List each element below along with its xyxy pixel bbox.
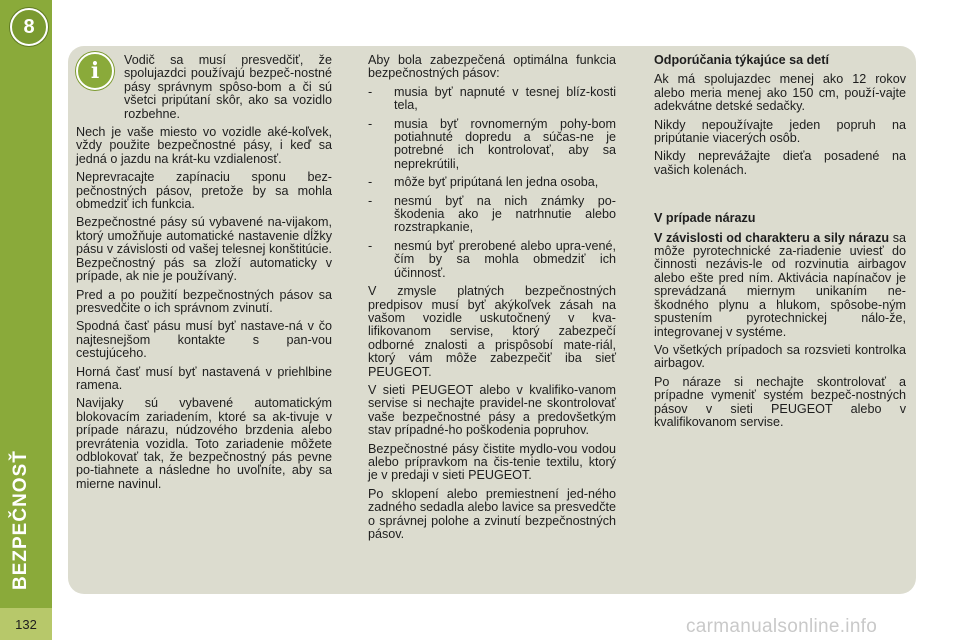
chapter-number: 8 xyxy=(23,15,35,38)
list-item-text: nesmú byť na nich známky po-škodenia ako je natrhnutie alebo rozstrapkanie, xyxy=(394,193,616,235)
paragraph: Vo všetkých prípadoch sa rozsvieti kontrolka airbagov. xyxy=(654,342,906,371)
list-item-text: musia byť napnuté v tesnej blíz-kosti tela, xyxy=(394,84,616,113)
paragraph: Navijaky sú vybavené automatickým blokovacím zariadením, ktoré sa ak-tivuje v prípade nárazu, núdzového brzdenia alebo prevrátenia vozidla. Toto zariadenie môžete odblokovať tak, že bezpečnostný pás pevne po-tiahnete a následne ho uvoľníte, aby sa mierne navinul. xyxy=(76,396,332,491)
column-right xyxy=(654,54,906,434)
page-number: 132 xyxy=(0,608,52,640)
chapter-title: BEZPEČNOSŤ xyxy=(10,450,31,590)
paragraph: Po náraze si nechajte skontrolovať a prípadne vymeniť systém bezpeč-nostných pásov v sieti PEUGEOT alebo v kvalifikovanom servise. xyxy=(654,374,906,429)
bold-lead: V závislosti od charakteru a sily nárazu xyxy=(654,230,890,245)
column-left xyxy=(76,54,332,496)
list-item-text: nesmú byť prerobené alebo upra-vené, čím by sa mohla obmedziť ich účinnosť. xyxy=(394,238,616,280)
paragraph: Ak má spolujazdec menej ako 12 rokov alebo meria menej ako 150 cm, použí-vajte adekvátne detské sedačky. xyxy=(654,72,906,114)
paragraph: Spodná časť pásu musí byť nastave-ná v čo najtesnejšom kontakte s pan-vou cestujúceho. xyxy=(76,319,332,361)
intro-paragraph: Aby bola zabezpečená optimálna funkcia bezpečnostných pásov: xyxy=(368,53,616,81)
section-heading-impact: V prípade nárazu xyxy=(654,211,756,226)
watermark: carmanualsonline.info xyxy=(686,616,878,637)
list-item-text: musia byť rovnomerným pohy-bom potiahnuté dopredu a súčas-ne je potrebné ich kontrolovať, aby sa neprekrútili, xyxy=(394,116,616,171)
list-item: - môže byť pripútaná len jedna osoba, xyxy=(368,176,616,189)
paragraph: Po sklopení alebo premiestnení jed-ného zadného sedadla alebo lavice sa presvedčte o správnej polohe a zvinutí bezpečnostných pásov. xyxy=(368,486,616,541)
list-item: - nesmú byť na nich známky po-škodenia ako je natrhnutie alebo rozstrapkanie, xyxy=(368,193,616,235)
paragraph: Nikdy neprevážajte dieťa posadené na vašich kolenách. xyxy=(654,149,906,177)
paragraph: Nikdy nepoužívajte jeden popruh na pripútanie viacerých osôb. xyxy=(654,117,906,146)
list-item: - musia byť rovnomerným pohy-bom potiahnuté dopredu a súčas-ne je potrebné ich kontrolovať, aby sa neprekrútili, xyxy=(368,116,616,171)
column-middle xyxy=(368,54,616,546)
paragraph: V sieti PEUGEOT alebo v kvalifiko-vanom servise si nechajte pravidel-ne skontrolovať vaše bezpečnostné pásy a predovšetkým stav prípadné-ho poškodenia popruhov. xyxy=(368,382,616,438)
chapter-number-badge xyxy=(10,8,48,46)
paragraph: Neprevracajte zapínaciu sponu bez-pečnostných pásov, pretože by sa mohla obmedziť ich funkcia. xyxy=(76,170,332,212)
info-icon: i xyxy=(76,52,114,90)
section-heading-children: Odporúčania týkajúce sa detí xyxy=(654,53,829,67)
paragraph: Bezpečnostné pásy čistite mydlo-vou vodou alebo prípravkom na čis-tenie textilu, ktorý je v predaji v sieti PEUGEOT. xyxy=(368,441,616,483)
paragraph: Pred a po použití bezpečnostných pásov sa presvedčite o ich správnom zvinutí. xyxy=(76,287,332,315)
paragraph: Nech je vaše miesto vo vozidle aké-koľvek, vždy použite bezpečnostné pásy, i keď sa jedná o jazdu na krát-ku vzdialenosť. xyxy=(76,125,332,166)
list-item-text: môže byť pripútaná len jedna osoba, xyxy=(394,175,599,190)
chapter-sidebar xyxy=(0,0,52,640)
paragraph: V zmysle platných bezpečnostných predpisov musí byť akýkoľvek zásah na vašom vozidle uskutočnený v kva-lifikovanom servise, ktorý zabezpečí odborné znalosti a prispôsobí mate-riál, ktorý vám môže zabezpečiť iba sieť PEUGEOT. xyxy=(368,284,616,379)
paragraph: Bezpečnostné pásy sú vybavené na-vijakom, ktorý umožňuje automatické nastavenie dĺžky pásu v závislosti od vašej telesnej konštitúcie. Bezpečnostný pás sa zloží automaticky v prípade, ak nie je používaný. xyxy=(76,215,332,284)
paragraph-rest: sa môže pyrotechnické za-riadenie uviesť do činnosti nezávis-le od rozvinutia airbagov alebo ešte pred ním. Aktivácia napínačov je sprevádzaná miernym unikaním ne-škodného plynu a hlukom, spôsobe-ným spustením pyrotechnickej nálo-že, integrovanej v systéme. xyxy=(654,230,906,339)
paragraph xyxy=(654,232,906,339)
list-item: - nesmú byť prerobené alebo upra-vené, čím by sa mohla obmedziť ich účinnosť. xyxy=(368,238,616,280)
paragraph: Horná časť musí byť nastavená v priehlbine ramena. xyxy=(76,364,332,392)
list-item: - musia byť napnuté v tesnej blíz-kosti tela, xyxy=(368,84,616,113)
intro-paragraph: Vodič sa musí presvedčiť, že spolujazdci používajú bezpeč-nostné pásy správnym spôso-bom a či sú všetci pripútaní skôr, ako sa vozidlo rozbehne. xyxy=(124,53,332,121)
